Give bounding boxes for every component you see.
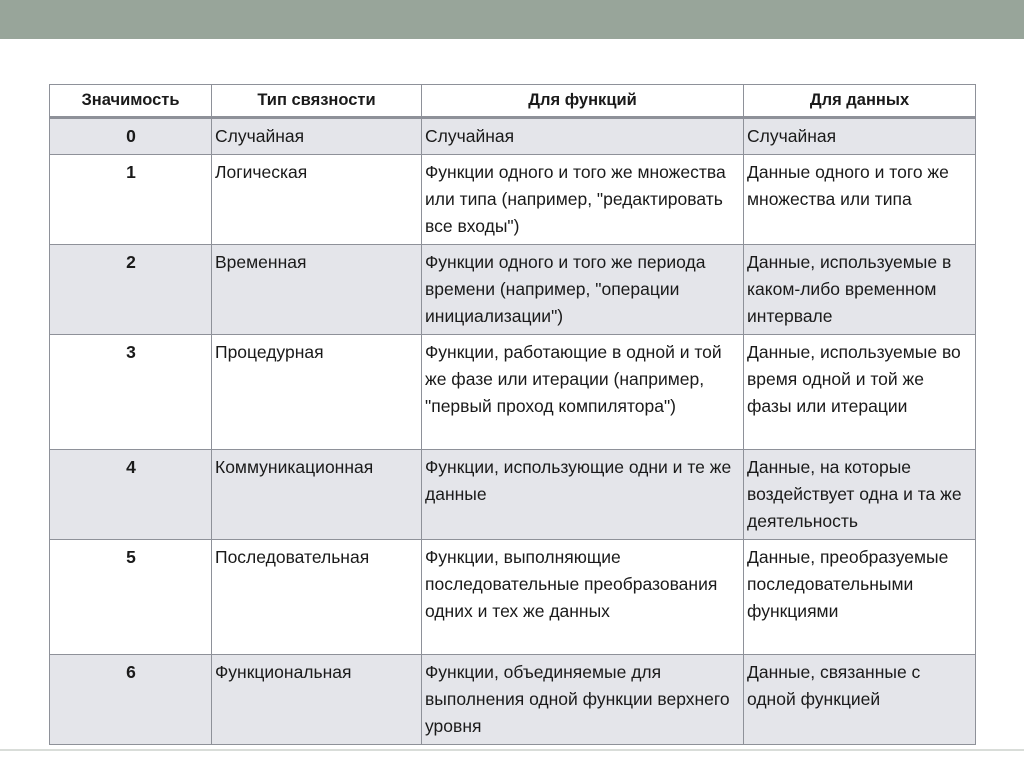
cell-for-data: Данные, связанные с одной функцией xyxy=(744,655,976,745)
cell-for-data: Данные, на которые воздействует одна и та же деятельность xyxy=(744,450,976,540)
header-significance: Значимость xyxy=(50,85,212,118)
cell-significance: 3 xyxy=(50,335,212,450)
cell-for-functions: Функции, работающие в одной и той же фазе или итерации (например, "первый проход компилятора") xyxy=(422,335,744,450)
table-row xyxy=(50,335,976,450)
cell-cohesion-type: Логическая xyxy=(212,155,422,245)
cell-significance: 6 xyxy=(50,655,212,745)
cell-cohesion-type: Функциональная xyxy=(212,655,422,745)
cell-for-functions: Функции одного и того же множества или типа (например, "редактировать все входы") xyxy=(422,155,744,245)
table-row xyxy=(50,540,976,655)
table-row xyxy=(50,155,976,245)
cell-cohesion-type: Временная xyxy=(212,245,422,335)
cell-for-data: Случайная xyxy=(744,118,976,155)
cell-significance: 0 xyxy=(50,118,212,155)
cell-for-data: Данные одного и того же множества или типа xyxy=(744,155,976,245)
cell-cohesion-type: Коммуникационная xyxy=(212,450,422,540)
cell-significance: 1 xyxy=(50,155,212,245)
cell-for-data: Данные, используемые во время одной и той же фазы или итерации xyxy=(744,335,976,450)
cell-for-data: Данные, преобразуемые последовательными функциями xyxy=(744,540,976,655)
cell-for-functions: Функции, объединяемые для выполнения одной функции верхнего уровня xyxy=(422,655,744,745)
cell-for-data: Данные, используемые в каком-либо временном интервале xyxy=(744,245,976,335)
cell-significance: 4 xyxy=(50,450,212,540)
table-row xyxy=(50,450,976,540)
cell-cohesion-type: Процедурная xyxy=(212,335,422,450)
cell-for-functions: Случайная xyxy=(422,118,744,155)
header-for-data: Для данных xyxy=(744,85,976,118)
cell-for-functions: Функции, использующие одни и те же данные xyxy=(422,450,744,540)
table-row xyxy=(50,655,976,745)
table-header-row xyxy=(50,85,976,118)
cell-for-functions: Функции одного и того же периода времени (например, "операции инициализации") xyxy=(422,245,744,335)
header-for-functions: Для функций xyxy=(422,85,744,118)
cell-significance: 2 xyxy=(50,245,212,335)
header-cohesion-type: Тип связности xyxy=(212,85,422,118)
cell-significance: 5 xyxy=(50,540,212,655)
cohesion-table xyxy=(49,84,976,745)
cell-cohesion-type: Последовательная xyxy=(212,540,422,655)
slide-bottom-divider xyxy=(0,749,1024,751)
cell-cohesion-type: Случайная xyxy=(212,118,422,155)
table-row xyxy=(50,245,976,335)
cell-for-functions: Функции, выполняющие последовательные преобразования одних и тех же данных xyxy=(422,540,744,655)
table-row xyxy=(50,118,976,155)
slide-top-bar xyxy=(0,0,1024,39)
